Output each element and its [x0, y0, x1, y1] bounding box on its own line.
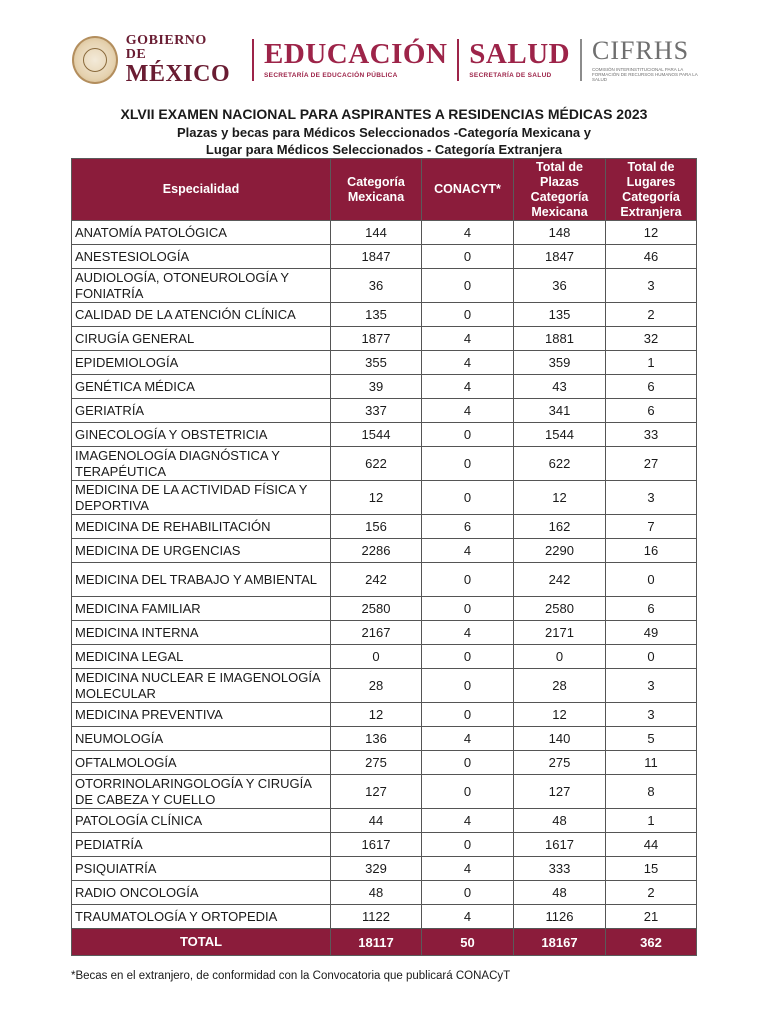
conacyt-value: 0	[422, 881, 514, 905]
categoria-mexicana-value: 0	[331, 645, 422, 669]
specialty-name: OFTALMOLOGÍA	[72, 751, 331, 775]
categoria-mexicana-value: 2286	[331, 539, 422, 563]
total-plazas-value: 275	[514, 751, 606, 775]
header-categoria-mexicana: Categoría Mexicana	[331, 159, 422, 221]
conacyt-value: 0	[422, 669, 514, 703]
total-lugares-value: 33	[606, 423, 697, 447]
conacyt-value: 0	[422, 245, 514, 269]
total-mexicana: 18117	[331, 929, 422, 956]
categoria-mexicana-value: 1877	[331, 327, 422, 351]
table-row	[72, 563, 697, 597]
categoria-mexicana-value: 135	[331, 303, 422, 327]
categoria-mexicana-value: 127	[331, 775, 422, 809]
categoria-mexicana-value: 1847	[331, 245, 422, 269]
table-row	[72, 597, 697, 621]
specialty-name: PEDIATRÍA	[72, 833, 331, 857]
total-plazas-value: 2171	[514, 621, 606, 645]
total-conacyt: 50	[422, 929, 514, 956]
total-plazas-value: 127	[514, 775, 606, 809]
categoria-mexicana-value: 2580	[331, 597, 422, 621]
salud-logo	[469, 40, 570, 80]
categoria-mexicana-value: 1122	[331, 905, 422, 929]
specialty-name: CIRUGÍA GENERAL	[72, 327, 331, 351]
conacyt-value: 4	[422, 399, 514, 423]
specialty-name: RADIO ONCOLOGÍA	[72, 881, 331, 905]
table-row	[72, 481, 697, 515]
conacyt-value: 4	[422, 857, 514, 881]
table-row	[72, 775, 697, 809]
total-lugares-value: 0	[606, 645, 697, 669]
total-lugares: 362	[606, 929, 697, 956]
total-row	[72, 929, 697, 956]
total-lugares-value: 3	[606, 703, 697, 727]
specialties-table	[71, 158, 697, 956]
categoria-mexicana-value: 28	[331, 669, 422, 703]
categoria-mexicana-value: 156	[331, 515, 422, 539]
total-plazas: 18167	[514, 929, 606, 956]
subtitle-line-1: Plazas y becas para Médicos Seleccionados -Categoría Mexicana y	[176, 125, 592, 140]
table-row	[72, 539, 697, 563]
conacyt-value: 0	[422, 775, 514, 809]
total-lugares-value: 21	[606, 905, 697, 929]
total-lugares-value: 49	[606, 621, 697, 645]
header-total-plazas: Total de Plazas Categoría Mexicana	[514, 159, 606, 221]
specialty-name: OTORRINOLARINGOLOGÍA Y CIRUGÍA DE CABEZA Y CUELLO	[72, 775, 331, 809]
coat-of-arms-seal-icon	[72, 36, 118, 84]
total-lugares-value: 8	[606, 775, 697, 809]
total-lugares-value: 2	[606, 881, 697, 905]
specialty-name: MEDICINA INTERNA	[72, 621, 331, 645]
total-lugares-value: 1	[606, 351, 697, 375]
categoria-mexicana-value: 622	[331, 447, 422, 481]
footnote: *Becas en el extranjero, de conformidad con la Convocatoria que publicará CONACyT	[71, 970, 511, 982]
divider	[252, 39, 254, 81]
total-plazas-value: 48	[514, 809, 606, 833]
conacyt-value: 4	[422, 809, 514, 833]
categoria-mexicana-value: 242	[331, 563, 422, 597]
total-lugares-value: 6	[606, 597, 697, 621]
table-row	[72, 727, 697, 751]
gobierno-logo	[126, 34, 230, 86]
table-row	[72, 703, 697, 727]
header-conacyt: CONACYT*	[422, 159, 514, 221]
table-row	[72, 515, 697, 539]
table-row	[72, 375, 697, 399]
total-plazas-value: 242	[514, 563, 606, 597]
categoria-mexicana-value: 12	[331, 481, 422, 515]
total-plazas-value: 28	[514, 669, 606, 703]
specialty-name: MEDICINA LEGAL	[72, 645, 331, 669]
categoria-mexicana-value: 1544	[331, 423, 422, 447]
table-row	[72, 221, 697, 245]
total-plazas-value: 140	[514, 727, 606, 751]
table-row	[72, 303, 697, 327]
conacyt-value: 6	[422, 515, 514, 539]
total-plazas-value: 48	[514, 881, 606, 905]
conacyt-value: 0	[422, 751, 514, 775]
conacyt-value: 4	[422, 375, 514, 399]
categoria-mexicana-value: 12	[331, 703, 422, 727]
total-lugares-value: 15	[606, 857, 697, 881]
total-plazas-value: 359	[514, 351, 606, 375]
total-plazas-value: 148	[514, 221, 606, 245]
specialty-name: ANESTESIOLOGÍA	[72, 245, 331, 269]
total-lugares-value: 16	[606, 539, 697, 563]
total-lugares-value: 3	[606, 269, 697, 303]
categoria-mexicana-value: 329	[331, 857, 422, 881]
total-lugares-value: 44	[606, 833, 697, 857]
specialty-name: MEDICINA NUCLEAR E IMAGENOLOGÍA MOLECULAR	[72, 669, 331, 703]
categoria-mexicana-value: 39	[331, 375, 422, 399]
table-row	[72, 857, 697, 881]
table-row	[72, 399, 697, 423]
specialty-name: CALIDAD DE LA ATENCIÓN CLÍNICA	[72, 303, 331, 327]
specialty-name: IMAGENOLOGÍA DIAGNÓSTICA Y TERAPÉUTICA	[72, 447, 331, 481]
document-title: XLVII EXAMEN NACIONAL PARA ASPIRANTES A RESIDENCIAS MÉDICAS 2023	[120, 106, 648, 122]
specialty-name: AUDIOLOGÍA, OTONEUROLOGÍA Y FONIATRÍA	[72, 269, 331, 303]
specialty-name: MEDICINA PREVENTIVA	[72, 703, 331, 727]
total-lugares-value: 46	[606, 245, 697, 269]
total-lugares-value: 7	[606, 515, 697, 539]
cifrhs-title: CIFRHS	[592, 35, 690, 65]
conacyt-value: 4	[422, 221, 514, 245]
total-plazas-value: 36	[514, 269, 606, 303]
total-lugares-value: 1	[606, 809, 697, 833]
total-plazas-value: 43	[514, 375, 606, 399]
total-label: TOTAL	[72, 929, 331, 956]
total-plazas-value: 1847	[514, 245, 606, 269]
header-especialidad: Especialidad	[72, 159, 331, 221]
header-total-lugares: Total de Lugares Categoría Extranjera	[606, 159, 697, 221]
specialty-name: PSIQUIATRÍA	[72, 857, 331, 881]
categoria-mexicana-value: 1617	[331, 833, 422, 857]
total-lugares-value: 27	[606, 447, 697, 481]
conacyt-value: 0	[422, 481, 514, 515]
specialty-name: PATOLOGÍA CLÍNICA	[72, 809, 331, 833]
categoria-mexicana-value: 355	[331, 351, 422, 375]
total-lugares-value: 11	[606, 751, 697, 775]
table-row	[72, 833, 697, 857]
total-plazas-value: 2290	[514, 539, 606, 563]
total-plazas-value: 1881	[514, 327, 606, 351]
categoria-mexicana-value: 337	[331, 399, 422, 423]
categoria-mexicana-value: 275	[331, 751, 422, 775]
specialty-name: GINECOLOGÍA Y OBSTETRICIA	[72, 423, 331, 447]
conacyt-value: 0	[422, 269, 514, 303]
total-plazas-value: 1544	[514, 423, 606, 447]
divider	[580, 39, 582, 81]
total-lugares-value: 6	[606, 399, 697, 423]
categoria-mexicana-value: 44	[331, 809, 422, 833]
table-row	[72, 245, 697, 269]
conacyt-value: 4	[422, 905, 514, 929]
table-row	[72, 423, 697, 447]
total-lugares-value: 3	[606, 481, 697, 515]
conacyt-value: 4	[422, 539, 514, 563]
conacyt-value: 4	[422, 351, 514, 375]
specialty-name: MEDICINA DEL TRABAJO Y AMBIENTAL	[72, 563, 331, 597]
educacion-logo	[264, 40, 447, 80]
table-row	[72, 809, 697, 833]
table-row	[72, 351, 697, 375]
total-plazas-value: 341	[514, 399, 606, 423]
conacyt-value: 0	[422, 833, 514, 857]
table-row	[72, 645, 697, 669]
conacyt-value: 0	[422, 303, 514, 327]
cifrhs-subtitle: COMISIÓN INTERINSTITUCIONAL PARA LA FORMACIÓN DE RECURSOS HUMANOS PARA LA SALUD	[592, 66, 698, 83]
gobierno-line1: GOBIERNO DE	[125, 33, 207, 62]
specialty-name: MEDICINA DE REHABILITACIÓN	[72, 515, 331, 539]
categoria-mexicana-value: 48	[331, 881, 422, 905]
total-plazas-value: 135	[514, 303, 606, 327]
total-lugares-value: 2	[606, 303, 697, 327]
conacyt-value: 0	[422, 563, 514, 597]
table-row	[72, 669, 697, 703]
subtitle-line-2: Lugar para Médicos Seleccionados - Categoría Extranjera	[205, 142, 563, 157]
conacyt-value: 4	[422, 327, 514, 351]
conacyt-value: 0	[422, 597, 514, 621]
categoria-mexicana-value: 2167	[331, 621, 422, 645]
specialty-name: ANATOMÍA PATOLÓGICA	[72, 221, 331, 245]
specialty-name: GERIATRÍA	[72, 399, 331, 423]
categoria-mexicana-value: 144	[331, 221, 422, 245]
specialty-name: MEDICINA FAMILIAR	[72, 597, 331, 621]
total-lugares-value: 32	[606, 327, 697, 351]
divider	[457, 39, 459, 81]
categoria-mexicana-value: 136	[331, 727, 422, 751]
salud-subtitle: SECRETARÍA DE SALUD	[469, 72, 552, 80]
conacyt-value: 0	[422, 447, 514, 481]
total-plazas-value: 1617	[514, 833, 606, 857]
document-subtitle	[0, 124, 768, 158]
cifrhs-logo	[592, 35, 702, 83]
total-plazas-value: 12	[514, 703, 606, 727]
specialty-name: EPIDEMIOLOGÍA	[72, 351, 331, 375]
specialty-name: GENÉTICA MÉDICA	[72, 375, 331, 399]
conacyt-value: 0	[422, 423, 514, 447]
total-lugares-value: 12	[606, 221, 697, 245]
gobierno-line2: MÉXICO	[125, 61, 231, 87]
table-row	[72, 269, 697, 303]
educacion-title: EDUCACIÓN	[264, 38, 448, 71]
total-lugares-value: 5	[606, 727, 697, 751]
specialty-name: MEDICINA DE LA ACTIVIDAD FÍSICA Y DEPORTIVA	[72, 481, 331, 515]
table-row	[72, 905, 697, 929]
conacyt-value: 4	[422, 727, 514, 751]
table-row	[72, 751, 697, 775]
total-plazas-value: 1126	[514, 905, 606, 929]
table-row	[72, 327, 697, 351]
total-lugares-value: 6	[606, 375, 697, 399]
total-plazas-value: 622	[514, 447, 606, 481]
total-plazas-value: 162	[514, 515, 606, 539]
conacyt-value: 4	[422, 621, 514, 645]
table-row	[72, 881, 697, 905]
logo-header	[72, 34, 702, 86]
total-plazas-value: 333	[514, 857, 606, 881]
specialty-name: MEDICINA DE URGENCIAS	[72, 539, 331, 563]
total-lugares-value: 0	[606, 563, 697, 597]
table-row	[72, 447, 697, 481]
total-lugares-value: 3	[606, 669, 697, 703]
specialty-name: TRAUMATOLOGÍA Y ORTOPEDIA	[72, 905, 331, 929]
total-plazas-value: 12	[514, 481, 606, 515]
educacion-subtitle: SECRETARÍA DE EDUCACIÓN PÚBLICA	[264, 72, 398, 80]
table-row	[72, 621, 697, 645]
conacyt-value: 0	[422, 645, 514, 669]
specialty-name: NEUMOLOGÍA	[72, 727, 331, 751]
conacyt-value: 0	[422, 703, 514, 727]
total-plazas-value: 2580	[514, 597, 606, 621]
categoria-mexicana-value: 36	[331, 269, 422, 303]
salud-title: SALUD	[469, 38, 571, 71]
table-header-row	[72, 159, 697, 221]
total-plazas-value: 0	[514, 645, 606, 669]
